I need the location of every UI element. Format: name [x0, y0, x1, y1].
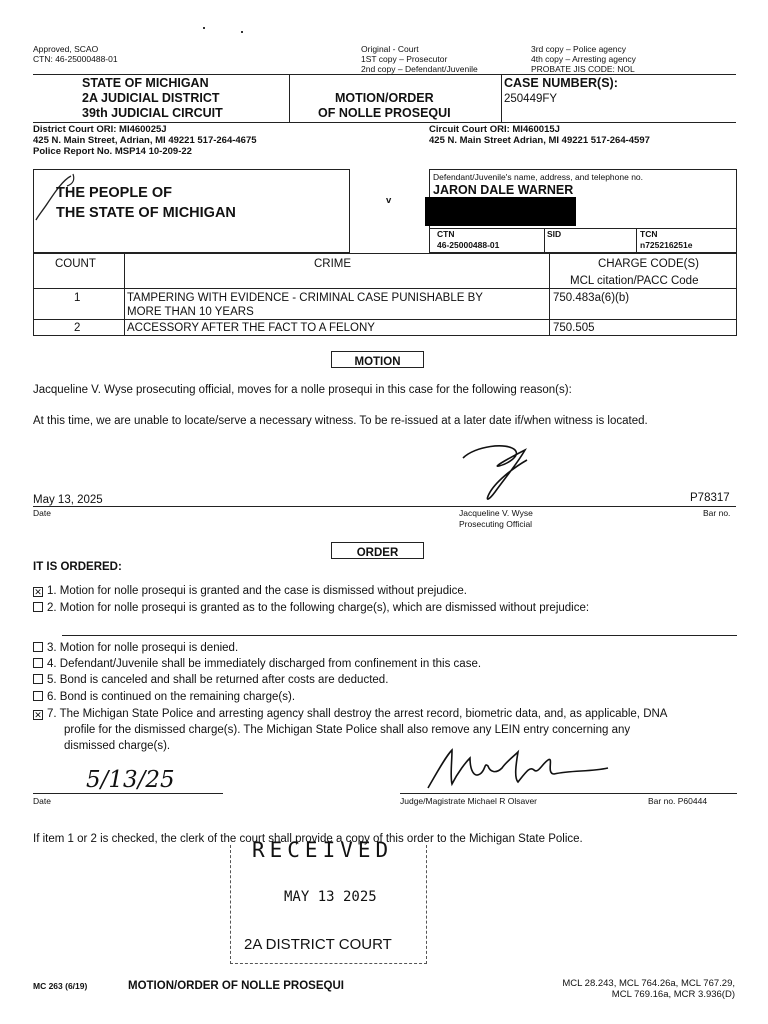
court-circuit: 39th JUDICIAL CIRCUIT: [82, 106, 223, 120]
form-title-line2: OF NOLLE PROSEQUI: [318, 106, 451, 120]
versus: v: [386, 195, 392, 206]
header-count: COUNT: [55, 258, 96, 270]
police-report-number: Police Report No. MSP14 10-209-22: [33, 146, 192, 157]
order-item-5: [33, 673, 388, 687]
judge-label: Judge/Magistrate Michael R Olsaver: [400, 796, 538, 806]
rule: [429, 228, 737, 229]
judge-line: [400, 793, 737, 794]
judge-bar-number: Bar no. P60444: [648, 796, 708, 806]
prosecutor-signature: [455, 438, 545, 508]
form-number: MC 263 (6/19): [33, 981, 88, 991]
footer-mcl-line1: MCL 28.243, MCL 764.26a, MCL 767.29,: [562, 978, 735, 989]
motion-date-label: Date: [33, 508, 51, 518]
ctn-label: CTN: [437, 229, 455, 239]
signature-line: [33, 506, 736, 507]
footer-mcl-line2: MCL 769.16a, MCR 3.936(D): [611, 989, 735, 1000]
copy-original: Original - Court: [361, 44, 419, 54]
rule: [33, 122, 736, 123]
order-heading: ORDER: [356, 547, 399, 559]
sid-label: SID: [547, 229, 562, 239]
motion-reason: At this time, we are unable to locate/serve a necessary witness. To be re-issued at a later date if/when witness is located.: [33, 415, 648, 427]
motion-heading-box: [331, 351, 424, 368]
rule: [124, 253, 125, 336]
judge-signature: [422, 744, 612, 794]
checkbox-unchecked[interactable]: [33, 691, 43, 701]
order-item-text: 3. Motion for nolle prosequi is denied.: [47, 642, 239, 654]
motion-heading: MOTION: [354, 356, 401, 368]
charge-count: 2: [74, 322, 81, 334]
court-state: STATE OF MICHIGAN: [82, 76, 209, 90]
rule: [33, 319, 737, 320]
circuit-address: 425 N. Main Street Adrian, MI 49221 517-264-4597: [429, 135, 650, 146]
rule: [33, 74, 736, 75]
order-item-1: [33, 584, 467, 598]
order-item-7-cont: dismissed charge(s).: [64, 740, 171, 752]
court-district: 2A JUDICIAL DISTRICT: [82, 91, 220, 105]
stamp-date: MAY 13 2025: [284, 889, 377, 905]
handwritten-date: 5/13/25: [86, 767, 175, 793]
checkbox-unchecked[interactable]: [33, 642, 43, 652]
date-line: [33, 793, 223, 794]
checkbox-unchecked[interactable]: [33, 602, 43, 612]
order-item-text: 7. The Michigan State Police and arresting agency shall destroy the arrest record, biometric data, and, as applicable, DNA: [47, 708, 668, 720]
scan-speck: [241, 31, 243, 33]
checkbox-unchecked[interactable]: [33, 674, 43, 684]
rule: [501, 74, 502, 122]
form-title-line1: MOTION/ORDER: [335, 91, 434, 105]
charge-crime: ACCESSORY AFTER THE FACT TO A FELONY: [127, 322, 375, 334]
header-crime: CRIME: [314, 258, 352, 270]
rule: [544, 228, 545, 253]
case-number-label: CASE NUMBER(S):: [504, 76, 618, 90]
charge-code: 750.505: [553, 322, 595, 334]
rule: [33, 288, 737, 289]
order-item-text: 6. Bond is continued on the remaining charge(s).: [47, 691, 296, 703]
ctn-value: 46-25000488-01: [437, 240, 500, 250]
order-item-text: 5. Bond is canceled and shall be returned after costs are deducted.: [47, 674, 389, 686]
redaction-bar: [425, 197, 576, 226]
circuit-ori: Circuit Court ORI: MI460015J: [429, 124, 560, 135]
district-ori: District Court ORI: MI460025J: [33, 124, 167, 135]
rule: [636, 228, 637, 253]
order-item-7: [33, 707, 667, 721]
copy-4th: 4th copy – Arresting agency: [531, 54, 636, 64]
header-mcl-citation: MCL citation/PACC Code: [570, 275, 699, 287]
order-item-7-cont: profile for the dismissed charge(s). The Michigan State Police shall also remove any LEIN entry concerning any: [64, 724, 631, 736]
copy-1st: 1ST copy – Prosecutor: [361, 54, 448, 64]
order-item-text: 4. Defendant/Juvenile shall be immediately discharged from confinement in this case.: [47, 658, 482, 670]
order-item-6: [33, 690, 295, 704]
bar-number-label: Bar no.: [703, 508, 731, 518]
it-is-ordered: IT IS ORDERED:: [33, 561, 122, 573]
order-date-label: Date: [33, 796, 51, 806]
probate-code: PROBATE JIS CODE: NOL: [531, 64, 635, 74]
charge-count: 1: [74, 292, 81, 304]
order-item-3: [33, 641, 238, 655]
order-item-2: [33, 601, 589, 615]
charges-fill-line: [62, 635, 737, 636]
approved-scao: Approved, SCAO: [33, 44, 99, 54]
checkbox-checked[interactable]: ✕: [34, 710, 42, 720]
stamp-court: 2A DISTRICT COURT: [244, 936, 392, 953]
district-address: 425 N. Main Street, Adrian, MI 49221 517-264-4675: [33, 135, 257, 146]
official-title: Prosecuting Official: [459, 519, 533, 529]
checkbox-checked[interactable]: ✕: [34, 587, 42, 597]
tcn-value: n725216251e: [640, 240, 693, 250]
header-charge-code: CHARGE CODE(S): [598, 258, 699, 270]
order-item-text: 1. Motion for nolle prosequi is granted and the case is dismissed without prejudice.: [47, 585, 467, 597]
tcn-label: TCN: [640, 229, 658, 239]
official-name: Jacqueline V. Wyse: [459, 508, 533, 518]
rule: [289, 74, 290, 122]
case-number: 250449FY: [504, 93, 558, 105]
footer-title: MOTION/ORDER OF NOLLE PROSEQUI: [128, 980, 344, 992]
motion-statement: Jacqueline V. Wyse prosecuting official, moves for a nolle prosequi in this case for the following reason(s):: [33, 384, 572, 396]
defendant-name: JARON DALE WARNER: [433, 183, 574, 197]
ctn-top: CTN: 46-25000488-01: [33, 54, 118, 64]
scan-speck: [203, 27, 205, 29]
defendant-label: Defendant/Juvenile's name, address, and telephone no.: [433, 172, 644, 182]
order-heading-box: [331, 542, 424, 559]
stamp-received: RECEIVED: [252, 838, 394, 862]
copy-3rd: 3rd copy – Police agency: [531, 44, 626, 54]
charge-code: 750.483a(6)(b): [553, 292, 630, 304]
motion-date: May 13, 2025: [33, 494, 103, 506]
clerk-note: If item 1 or 2 is checked, the clerk of the court shall provide a copy of this order to the Michigan State Police.: [33, 833, 583, 845]
charge-crime: TAMPERING WITH EVIDENCE - CRIMINAL CASE PUNISHABLE BY: [127, 292, 483, 304]
copy-2nd: 2nd copy – Defendant/Juvenile: [361, 64, 478, 74]
rule: [549, 253, 550, 336]
charge-crime: MORE THAN 10 YEARS: [127, 306, 254, 318]
checkbox-unchecked[interactable]: [33, 658, 43, 668]
order-item-text: 2. Motion for nolle prosequi is granted as to the following charge(s), which are dismissed without prejudice:: [47, 602, 590, 614]
people-line1: THE PEOPLE OF: [56, 185, 173, 201]
people-line2: THE STATE OF MICHIGAN: [56, 205, 236, 221]
order-item-4: [33, 657, 481, 671]
bar-number: P78317: [690, 492, 730, 504]
